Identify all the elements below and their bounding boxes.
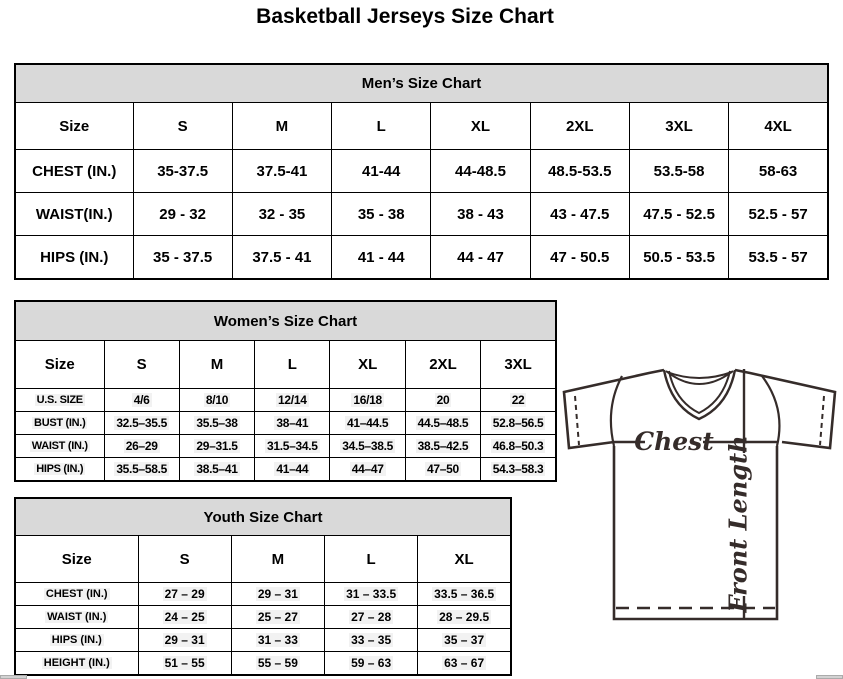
column-header: M <box>231 536 324 583</box>
cell: 31 – 33 <box>231 629 324 652</box>
row-label: CHEST (IN.) <box>15 583 138 606</box>
cell: 58-63 <box>729 150 828 193</box>
cell: 48.5-53.5 <box>530 150 629 193</box>
cell: 29 - 32 <box>133 193 232 236</box>
cell: 35.5–38 <box>179 412 254 435</box>
cell: 59 – 63 <box>325 652 418 676</box>
cell: 27 – 29 <box>138 583 231 606</box>
cell: 37.5-41 <box>232 150 331 193</box>
womens-table-title: Women’s Size Chart <box>15 301 556 341</box>
table-row <box>15 583 511 606</box>
row-label: BUST (IN.) <box>15 412 104 435</box>
row-label: HIPS (IN.) <box>15 236 133 280</box>
column-header: S <box>138 536 231 583</box>
cell: 22 <box>481 389 556 412</box>
scrollbar-fragment-right[interactable] <box>816 675 843 679</box>
cell: 32 - 35 <box>232 193 331 236</box>
row-label: HIPS (IN.) <box>15 629 138 652</box>
mens-table-title: Men’s Size Chart <box>15 64 828 103</box>
cuff-stitch-line <box>575 396 579 445</box>
cell: 52.8–56.5 <box>481 412 556 435</box>
cell: 25 – 27 <box>231 606 324 629</box>
womens-header-row <box>15 341 556 389</box>
cell: 35.5–58.5 <box>104 458 179 482</box>
row-label: U.S. SIZE <box>15 389 104 412</box>
cell: 47 - 50.5 <box>530 236 629 280</box>
column-header: 4XL <box>729 103 828 150</box>
cell: 47–50 <box>405 458 480 482</box>
cell: 53.5-58 <box>629 150 728 193</box>
row-label: HIPS (IN.) <box>15 458 104 482</box>
cell: 52.5 - 57 <box>729 193 828 236</box>
cell: 33.5 – 36.5 <box>418 583 511 606</box>
mens-header-row <box>15 103 828 150</box>
row-label: WAIST (IN.) <box>15 435 104 458</box>
cell: 34.5–38.5 <box>330 435 405 458</box>
table-row <box>15 412 556 435</box>
cell: 28 – 29.5 <box>418 606 511 629</box>
jersey-outline <box>614 446 777 619</box>
cell: 26–29 <box>104 435 179 458</box>
column-header: L <box>255 341 330 389</box>
table-row <box>15 652 511 676</box>
column-header: L <box>332 103 431 150</box>
cell: 44.5–48.5 <box>405 412 480 435</box>
cell: 53.5 - 57 <box>729 236 828 280</box>
youth-size-table <box>14 497 512 676</box>
row-label: WAIST (IN.) <box>15 606 138 629</box>
cell: 12/14 <box>255 389 330 412</box>
table-row <box>15 389 556 412</box>
page-title: Basketball Jerseys Size Chart <box>256 5 554 28</box>
cell: 54.3–58.3 <box>481 458 556 482</box>
cell: 31 – 33.5 <box>325 583 418 606</box>
cell: 47.5 - 52.5 <box>629 193 728 236</box>
cell: 27 – 28 <box>325 606 418 629</box>
column-header: Size <box>15 103 133 150</box>
womens-size-table <box>14 300 557 482</box>
cell: 8/10 <box>179 389 254 412</box>
table-row <box>15 606 511 629</box>
table-row <box>15 150 828 193</box>
cell: 29 – 31 <box>138 629 231 652</box>
cell: 37.5 - 41 <box>232 236 331 280</box>
row-label: CHEST (IN.) <box>15 150 133 193</box>
column-header: 3XL <box>629 103 728 150</box>
cell: 38.5–41 <box>179 458 254 482</box>
scrollbar-fragment-left[interactable] <box>0 675 27 679</box>
column-header: Size <box>15 341 104 389</box>
cell: 41–44 <box>255 458 330 482</box>
table-row <box>15 193 828 236</box>
column-header: 3XL <box>481 341 556 389</box>
column-header: 2XL <box>530 103 629 150</box>
youth-header-row <box>15 536 511 583</box>
cell: 16/18 <box>330 389 405 412</box>
column-header: 2XL <box>405 341 480 389</box>
column-header: M <box>232 103 331 150</box>
cell: 38.5–42.5 <box>405 435 480 458</box>
column-header: S <box>133 103 232 150</box>
cell: 46.8–50.3 <box>481 435 556 458</box>
mens-size-table <box>14 63 829 280</box>
youth-table-title: Youth Size Chart <box>15 498 511 536</box>
table-row <box>15 458 556 482</box>
column-header: XL <box>431 103 530 150</box>
cell: 31.5–34.5 <box>255 435 330 458</box>
cell: 29–31.5 <box>179 435 254 458</box>
column-header: Size <box>15 536 138 583</box>
cell: 44-48.5 <box>431 150 530 193</box>
cell: 44 - 47 <box>431 236 530 280</box>
front-length-label: Front Length <box>723 435 753 613</box>
table-row <box>15 435 556 458</box>
cell: 41 - 44 <box>332 236 431 280</box>
cell: 24 – 25 <box>138 606 231 629</box>
cell: 32.5–35.5 <box>104 412 179 435</box>
cell: 55 – 59 <box>231 652 324 676</box>
sleeve-seam <box>762 376 779 446</box>
cell: 35 - 38 <box>332 193 431 236</box>
cell: 20 <box>405 389 480 412</box>
cell: 43 - 47.5 <box>530 193 629 236</box>
column-header: M <box>179 341 254 389</box>
column-header: XL <box>330 341 405 389</box>
cell: 50.5 - 53.5 <box>629 236 728 280</box>
row-label: HEIGHT (IN.) <box>15 652 138 676</box>
sleeve-seam <box>611 376 622 446</box>
cell: 63 – 67 <box>418 652 511 676</box>
column-header: XL <box>418 536 511 583</box>
cell: 51 – 55 <box>138 652 231 676</box>
cell: 33 – 35 <box>325 629 418 652</box>
cell: 44–47 <box>330 458 405 482</box>
cell: 35 - 37.5 <box>133 236 232 280</box>
cuff-stitch-line <box>820 396 824 445</box>
cell: 35-37.5 <box>133 150 232 193</box>
cell: 38–41 <box>255 412 330 435</box>
chest-label: Chest <box>634 427 714 456</box>
column-header: L <box>325 536 418 583</box>
cell: 41–44.5 <box>330 412 405 435</box>
table-row <box>15 236 828 280</box>
cell: 35 – 37 <box>418 629 511 652</box>
cell: 41-44 <box>332 150 431 193</box>
cell: 4/6 <box>104 389 179 412</box>
row-label: WAIST(IN.) <box>15 193 133 236</box>
jersey-measurement-diagram <box>556 356 843 643</box>
table-row <box>15 629 511 652</box>
cell: 38 - 43 <box>431 193 530 236</box>
column-header: S <box>104 341 179 389</box>
cell: 29 – 31 <box>231 583 324 606</box>
